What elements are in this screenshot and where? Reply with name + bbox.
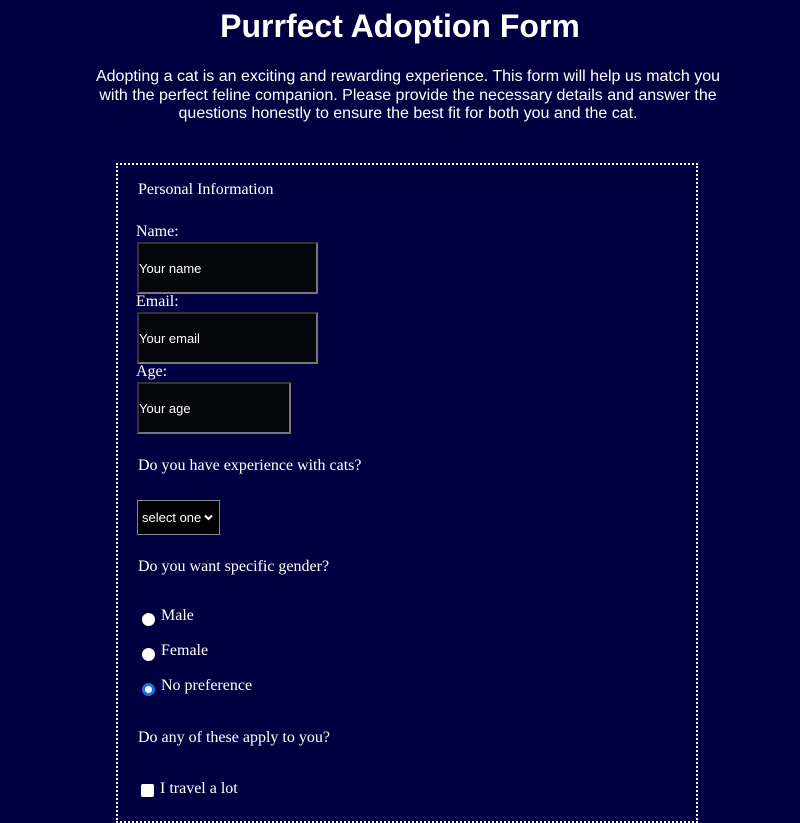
name-input[interactable]	[137, 242, 318, 294]
gender-label-female: Female	[161, 642, 209, 659]
name-placeholder: Your name	[139, 261, 202, 276]
adoption-form	[116, 163, 698, 823]
gender-radio-no-preference[interactable]	[142, 683, 155, 696]
chevron-down-icon	[204, 514, 213, 521]
email-input[interactable]	[137, 312, 318, 364]
checkbox-travel[interactable]	[141, 784, 154, 797]
age-input[interactable]	[137, 382, 291, 434]
gender-radio-female[interactable]	[142, 648, 155, 661]
age-placeholder: Your age	[139, 401, 191, 416]
name-label: Name:	[136, 223, 179, 240]
page-title: Purrfect Adoption Form	[220, 8, 580, 44]
section-title: Personal Information	[138, 181, 274, 198]
apply-question: Do any of these apply to you?	[138, 729, 330, 746]
gender-label-no-preference: No preference	[161, 677, 253, 694]
email-label: Email:	[136, 293, 179, 310]
gender-label-male: Male	[161, 607, 194, 624]
intro-text: Adopting a cat is an exciting and rewarding experience. This form will help us match you with the perfect feline companion. Please provide the necessary details and answer the questions honestly to ensure the best fit for both you and the cat.	[95, 68, 721, 122]
experience-select-value: select one	[142, 510, 202, 525]
age-label: Age:	[136, 363, 168, 380]
email-placeholder: Your email	[139, 331, 200, 346]
checkbox-label-travel: I travel a lot	[160, 780, 238, 797]
experience-select[interactable]	[137, 500, 220, 535]
experience-question: Do you have experience with cats?	[138, 457, 362, 474]
gender-question: Do you want specific gender?	[138, 558, 330, 575]
gender-radio-male[interactable]	[142, 613, 155, 626]
